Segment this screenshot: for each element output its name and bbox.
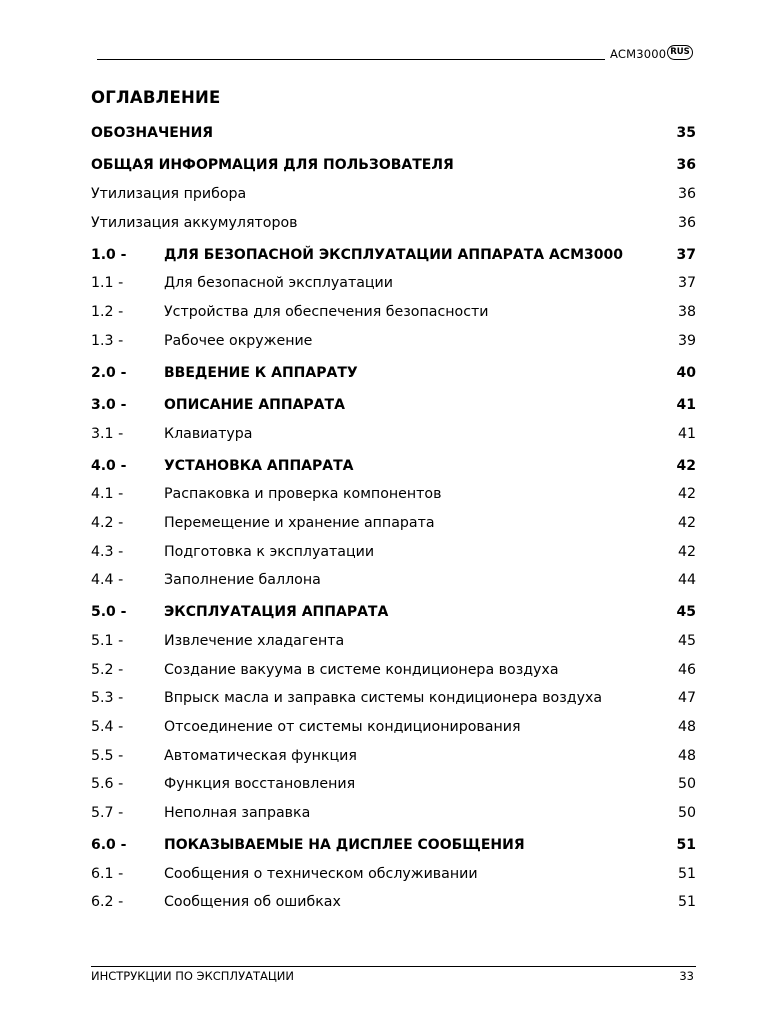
toc-entry-page: 36 bbox=[676, 157, 696, 173]
toc-entry-page: 44 bbox=[677, 572, 696, 588]
toc-entry[interactable] bbox=[91, 155, 696, 175]
toc-entry-title: ПОКАЗЫВАЕМЫЕ НА ДИСПЛЕЕ СООБЩЕНИЯ bbox=[164, 837, 525, 853]
toc-entry-title: ОПИСАНИЕ АППАРАТА bbox=[164, 397, 345, 413]
toc-entry-page: 36 bbox=[677, 186, 696, 202]
toc-entry[interactable] bbox=[91, 803, 696, 823]
toc-entry-number: 6.2 - bbox=[91, 894, 124, 910]
toc-entry-number: 4.2 - bbox=[91, 515, 124, 531]
footer-rule bbox=[91, 966, 696, 967]
toc-entry-page: 42 bbox=[676, 458, 696, 474]
toc-entry-title: Автоматическая функция bbox=[164, 748, 357, 764]
toc-entry[interactable] bbox=[91, 302, 696, 322]
toc-entry[interactable] bbox=[91, 245, 696, 265]
toc-entry-page: 48 bbox=[677, 748, 696, 764]
toc-entry[interactable] bbox=[91, 513, 696, 533]
toc-entry[interactable] bbox=[91, 602, 696, 622]
toc-entry[interactable] bbox=[91, 123, 696, 143]
footer-title: ИНСТРУКЦИИ ПО ЭКСПЛУАТАЦИИ bbox=[91, 969, 294, 983]
toc-entry[interactable] bbox=[91, 424, 696, 444]
toc-entry-number: 5.1 - bbox=[91, 633, 124, 649]
toc-entry-number: 5.3 - bbox=[91, 690, 124, 706]
toc-entry[interactable] bbox=[91, 542, 696, 562]
toc-entry[interactable] bbox=[91, 746, 696, 766]
toc-entry-title: Подготовка к эксплуатации bbox=[164, 544, 375, 560]
toc-entry-title: ДЛЯ БЕЗОПАСНОЙ ЭКСПЛУАТАЦИИ АППАРАТА ACM3000 bbox=[164, 247, 623, 263]
toc-entry-title: Утилизация аккумуляторов bbox=[91, 215, 298, 231]
page-number: 33 bbox=[679, 969, 694, 983]
toc-entry[interactable] bbox=[91, 688, 696, 708]
toc-entry-title: Отсоединение от системы кондиционирования bbox=[164, 719, 521, 735]
toc-entry-number: 6.1 - bbox=[91, 866, 124, 882]
toc-entry-page: 35 bbox=[676, 125, 696, 141]
page-title: ОГЛАВЛЕНИЕ bbox=[91, 88, 221, 107]
toc-entry[interactable] bbox=[91, 213, 696, 233]
toc-entry[interactable] bbox=[91, 570, 696, 590]
toc-entry[interactable] bbox=[91, 484, 696, 504]
toc-entry[interactable] bbox=[91, 273, 696, 293]
toc-entry-number: 4.3 - bbox=[91, 544, 124, 560]
toc-entry-page: 41 bbox=[676, 397, 696, 413]
toc-entry[interactable] bbox=[91, 331, 696, 351]
toc-entry[interactable] bbox=[91, 631, 696, 651]
toc-entry[interactable] bbox=[91, 660, 696, 680]
toc-entry-page: 40 bbox=[676, 365, 696, 381]
toc-entry-page: 51 bbox=[677, 866, 696, 882]
toc-entry-title: Распаковка и проверка компонентов bbox=[164, 486, 442, 502]
toc-entry-title: Клавиатура bbox=[164, 426, 253, 442]
toc-entry-page: 51 bbox=[677, 894, 696, 910]
toc-entry-page: 39 bbox=[677, 333, 696, 349]
toc-entry-page: 42 bbox=[677, 544, 696, 560]
language-badge: RUS bbox=[667, 45, 693, 60]
toc-entry-title: Извлечение хладагента bbox=[164, 633, 345, 649]
toc-entry-page: 50 bbox=[677, 805, 696, 821]
toc-entry-number: 5.6 - bbox=[91, 776, 124, 792]
toc-entry-number: 1.3 - bbox=[91, 333, 124, 349]
toc-entry[interactable] bbox=[91, 864, 696, 884]
toc-entry-page: 38 bbox=[677, 304, 696, 320]
toc-entry-title: Для безопасной эксплуатации bbox=[164, 275, 394, 291]
toc-entry-title: ВВЕДЕНИЕ К АППАРАТУ bbox=[164, 365, 358, 381]
toc-entry-page: 37 bbox=[676, 247, 696, 263]
toc-entry-page: 37 bbox=[677, 275, 696, 291]
toc-entry[interactable] bbox=[91, 717, 696, 737]
toc-entry-title: Сообщения об ошибках bbox=[164, 894, 341, 910]
toc-entry-title: ОБОЗНАЧЕНИЯ bbox=[91, 125, 214, 141]
toc-entry-number: 1.1 - bbox=[91, 275, 124, 291]
toc-entry-title: Заполнение баллона bbox=[164, 572, 321, 588]
toc-entry-title: Впрыск масла и заправка системы кондиционера воздуха bbox=[164, 690, 603, 706]
header-rule bbox=[97, 59, 605, 60]
toc-entry-title: Функция восстановления bbox=[164, 776, 356, 792]
toc-entry-number: 5.2 - bbox=[91, 662, 124, 678]
toc-entry-page: 42 bbox=[677, 486, 696, 502]
toc-entry-title: Рабочее окружение bbox=[164, 333, 313, 349]
toc-entry[interactable] bbox=[91, 456, 696, 476]
toc-entry-page: 48 bbox=[677, 719, 696, 735]
toc-entry-number: 1.2 - bbox=[91, 304, 124, 320]
toc-entry-number: 5.7 - bbox=[91, 805, 124, 821]
toc-entry-title: ОБЩАЯ ИНФОРМАЦИЯ ДЛЯ ПОЛЬЗОВАТЕЛЯ bbox=[91, 157, 454, 173]
toc-entry-title: Неполная заправка bbox=[164, 805, 311, 821]
toc-entry-page: 36 bbox=[677, 215, 696, 231]
toc-entry-number: 5.5 - bbox=[91, 748, 124, 764]
toc-entry-page: 41 bbox=[677, 426, 696, 442]
toc-entry-title: УСТАНОВКА АППАРАТА bbox=[164, 458, 354, 474]
toc-entry[interactable] bbox=[91, 774, 696, 794]
header-model: ACM3000 bbox=[610, 47, 667, 61]
toc-entry-number: 1.0 - bbox=[91, 247, 127, 263]
toc-entry-page: 51 bbox=[676, 837, 696, 853]
toc-entry[interactable] bbox=[91, 363, 696, 383]
toc-entry-number: 5.4 - bbox=[91, 719, 124, 735]
toc-entry[interactable] bbox=[91, 395, 696, 415]
toc-entry-page: 45 bbox=[677, 633, 696, 649]
toc-entry-title: ЭКСПЛУАТАЦИЯ АППАРАТА bbox=[164, 604, 389, 620]
toc-entry-number: 5.0 - bbox=[91, 604, 127, 620]
toc-entry-title: Создание вакуума в системе кондиционера воздуха bbox=[164, 662, 559, 678]
toc-entry-number: 3.0 - bbox=[91, 397, 127, 413]
toc-entry[interactable] bbox=[91, 184, 696, 204]
toc-entry-title: Утилизация прибора bbox=[91, 186, 247, 202]
page-footer bbox=[91, 966, 696, 986]
toc-entry-number: 4.0 - bbox=[91, 458, 127, 474]
toc-entry[interactable] bbox=[91, 892, 696, 912]
toc-entry-page: 46 bbox=[677, 662, 696, 678]
toc-entry-number: 4.1 - bbox=[91, 486, 124, 502]
page-header bbox=[97, 44, 694, 66]
toc-entry[interactable] bbox=[91, 835, 696, 855]
toc-entry-title: Перемещение и хранение аппарата bbox=[164, 515, 435, 531]
toc-entry-number: 4.4 - bbox=[91, 572, 124, 588]
toc-entry-page: 42 bbox=[677, 515, 696, 531]
toc-entry-number: 3.1 - bbox=[91, 426, 124, 442]
toc-entry-number: 6.0 - bbox=[91, 837, 127, 853]
toc-entry-page: 47 bbox=[677, 690, 696, 706]
toc-entry-page: 45 bbox=[676, 604, 696, 620]
toc-entry-page: 50 bbox=[677, 776, 696, 792]
toc-entry-number: 2.0 - bbox=[91, 365, 127, 381]
toc-entry-title: Устройства для обеспечения безопасности bbox=[164, 304, 489, 320]
toc-entry-title: Сообщения о техническом обслуживании bbox=[164, 866, 478, 882]
